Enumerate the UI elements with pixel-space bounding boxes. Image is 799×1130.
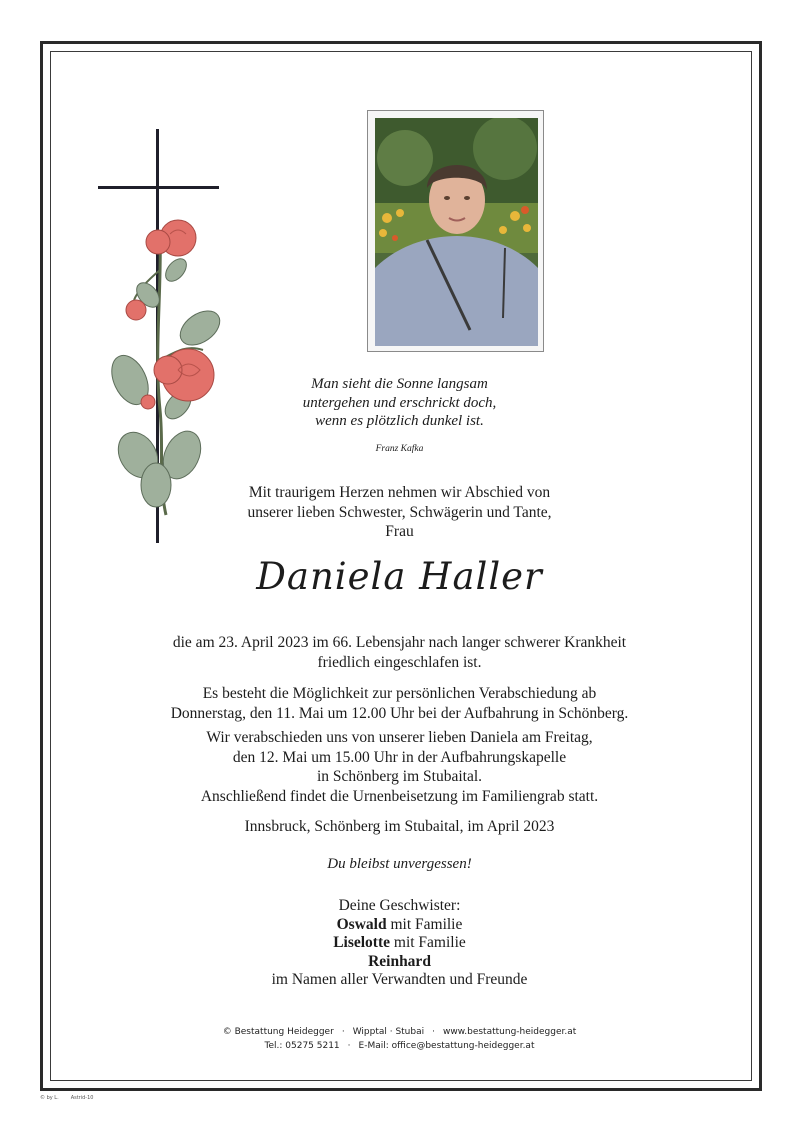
footer-company: © Bestattung Heidegger (222, 1027, 334, 1037)
viewing-line: Donnerstag, den 11. Mai um 12.00 Uhr bei der Aufbahrung in Schönberg. (170, 704, 629, 722)
farewell-line: Wir verabschieden uns von unserer lieben Daniela am Freitag, (206, 729, 593, 746)
imprint-left: © by L. (40, 1095, 59, 1101)
portrait-photo (375, 118, 538, 346)
farewell-line: in Schönberg im Stubaital. (316, 768, 483, 785)
footer-line-1 (0, 1026, 799, 1040)
intro-line: unserer lieben Schwester, Schwägerin und Tante, (247, 503, 552, 521)
footer-region: Wipptal · Stubai (352, 1027, 425, 1037)
quote-line: wenn es plötzlich dunkel ist. (315, 413, 484, 429)
mourner-suffix: mit Familie (390, 934, 466, 951)
place-date: Innsbruck, Schönberg im Stubaital, im April 2023 (244, 818, 555, 835)
mourner-name: Reinhard (368, 952, 431, 970)
mourner-entry (0, 916, 799, 935)
footer-phone: Tel.: 05275 5211 (264, 1040, 340, 1051)
cross-icon-bar (98, 186, 219, 189)
viewing-notice (0, 684, 799, 723)
death-notice-line: friedlich eingeschlafen ist. (317, 653, 482, 671)
footer-separator: · (432, 1027, 435, 1037)
mourner-entry (0, 953, 799, 972)
mourners-closing: im Namen aller Verwandten und Freunde (271, 971, 528, 988)
mourner-name: Liselotte (333, 934, 391, 951)
imprint-right: Astrid-10 (70, 1095, 94, 1101)
quote-line: Man sieht die Sonne langsam (311, 376, 488, 392)
portrait-frame (367, 110, 544, 352)
death-notice-line: die am 23. April 2023 im 66. Lebensjahr nach langer schwerer Krankheit (172, 634, 627, 651)
quote-author: Franz Kafka (375, 444, 424, 454)
farewell-notice (0, 728, 799, 806)
footer-website-link[interactable]: www.bestattung-heidegger.at (443, 1027, 577, 1037)
intro-line: Frau (385, 523, 414, 540)
mourners (0, 897, 799, 990)
footer-separator: · (341, 1027, 345, 1037)
quote-line: untergehen und erschrickt doch, (302, 394, 497, 411)
footer-line-2 (0, 1040, 799, 1054)
intro-text (0, 483, 799, 542)
farewell-line: Anschließend findet die Urnenbeisetzung im Familiengrab statt. (200, 787, 599, 805)
mourner-entry (0, 934, 799, 953)
death-notice (0, 633, 799, 672)
footer-separator: · (347, 1040, 351, 1051)
mourner-suffix: mit Familie (386, 915, 463, 933)
motto: Du bleibst unvergessen! (327, 856, 472, 872)
mourners-heading: Deine Geschwister: (338, 897, 461, 914)
intro-line: Mit traurigem Herzen nehmen wir Abschied von (248, 484, 551, 501)
rose-branch-icon (108, 210, 240, 530)
footer-email-link[interactable]: E-Mail: office@bestattung-heidegger.at (358, 1040, 535, 1051)
imprint (40, 1095, 93, 1101)
mourner-name: Oswald (336, 915, 387, 933)
viewing-line: Es besteht die Möglichkeit zur persönlichen Verabschiedung ab (202, 685, 597, 702)
footer (0, 1026, 799, 1053)
deceased-name: Daniela Haller (256, 555, 543, 598)
quote (0, 375, 799, 431)
farewell-line: den 12. Mai um 15.00 Uhr in der Aufbahrungskapelle (232, 748, 567, 766)
